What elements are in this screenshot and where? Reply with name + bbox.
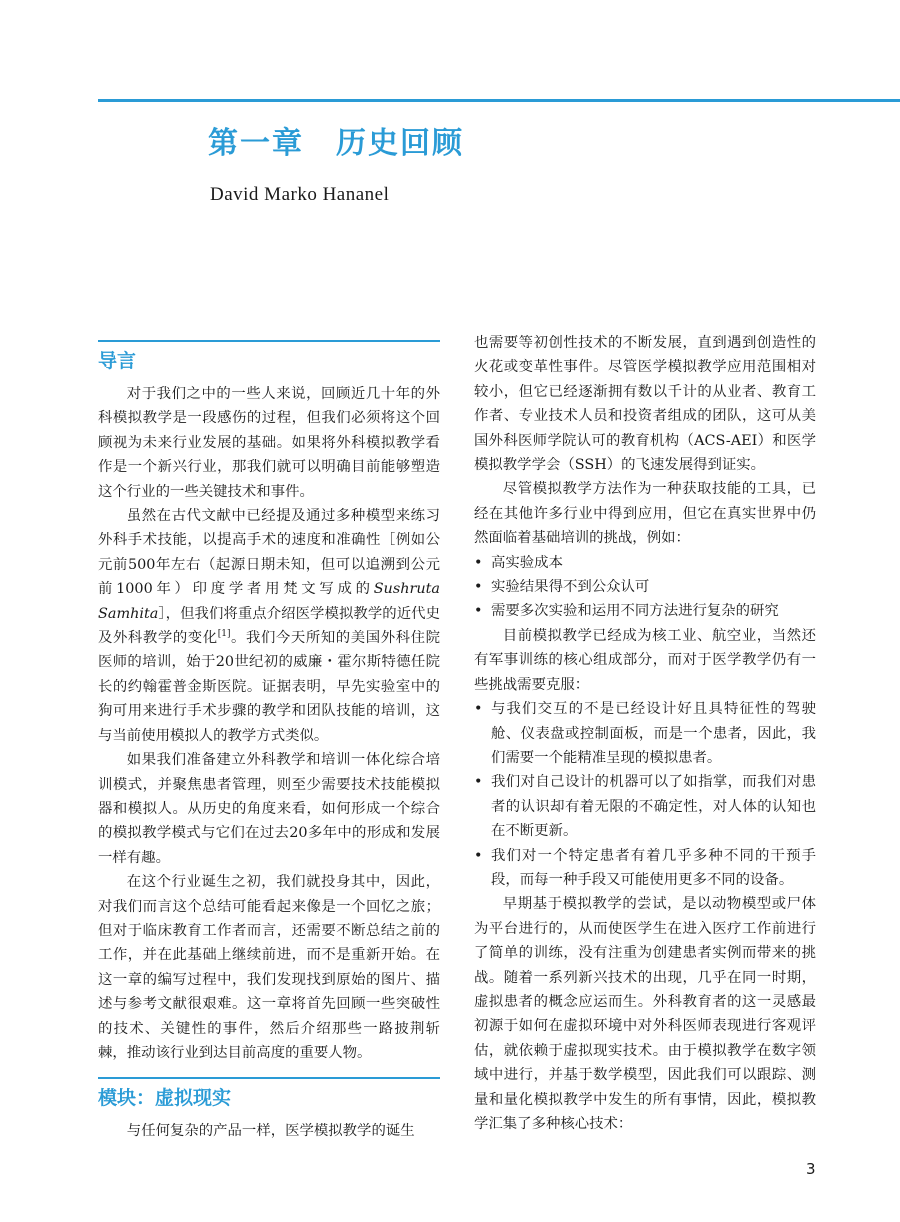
- list-item: • 高实验成本: [474, 551, 816, 575]
- module-paragraph: 与任何复杂的产品一样，医学模拟教学的诞生: [126, 1123, 415, 1140]
- page-number: 3: [806, 1160, 816, 1178]
- author: David Marko Hananel: [210, 184, 390, 205]
- list-item: • 我们对自己设计的机器可以了如指掌，而我们对患者的认识却有着无限的不确定性，对人体的认知也在不断更新。: [474, 770, 816, 843]
- list-item: • 我们对一个特定患者有着几乎多种不同的干预手段，而每一种手段又可能使用更多不同的设备。: [474, 844, 816, 893]
- section-title-intro: 导言: [98, 350, 137, 372]
- right-paragraph-4: 早期基于模拟教学的尝试，是以动物模型或尸体为平台进行的，从而使医学生在进入医疗工作前进行了简单的训练，没有注重为创建患者实例而带来的挑战。随着一系列新兴技术的出现，几乎在同一时期，虚拟患者的概念应运而生。外科教育者的这一灵感最初源于如何在虚拟环境中对外科医师表现进行客观评估，就依赖于虚拟现实技术。由于模拟教学在数字领域中进行，并基于数学模型，因此我们可以跟踪、测量和量化模拟教学中发生的所有事情，因此，模拟教学汇集了多种核心技术：: [474, 896, 816, 1132]
- list-item: • 与我们交互的不是已经设计好且具特征性的驾驶舱、仪表盘或控制面板，而是一个患者，因此，我们需要一个能精准呈现的模拟患者。: [474, 697, 816, 770]
- intro-paragraph-2: 虽然在古代文献中已经提及通过多种模型来练习外科手术技能，以提高手术的速度和准确性［例如公元前500年左右（起源日期未知，但可以追溯到公元前1000年）印度学者用梵文写成的Sushruta Samhita］，但我们将重点介绍医学模拟教学的近代史及外科教学的变化[1]。我们今天所知的美国外科住院医师的培训，始于20世纪初的威廉・霍尔斯特德任院长的约翰霍普金斯医院。证据表明，早先实验室中的狗可用来进行手术步骤的教学和团队技能的培训，这与当前使用模拟人的教学方式类似。: [98, 508, 440, 744]
- right-column: [474, 331, 816, 1136]
- right-paragraph-1: 也需要等初创性技术的不断发展，直到遇到创造性的火花或变革性事件。尽管医学模拟教学应用范围相对较小，但它已经逐渐拥有数以千计的从业者、教育工作者、专业技术人员和投资者组成的团队，这可从美国外科医师学院认可的教育机构（ACS-AEI）和医学模拟教学学会（SSH）的飞速发展得到证实。: [474, 335, 816, 474]
- chapter-title: 第一章 历史回顾: [208, 126, 464, 161]
- citation-ref: [1]: [217, 629, 231, 640]
- intro-paragraph-4: 在这个行业诞生之初，我们就投身其中，因此，对我们而言这个总结可能看起来像是一个回忆之旅；但对于临床教育工作者而言，还需要不断总结之前的工作，并在此基础上继续前进，而不是重新开始。在这一章的编写过程中，我们发现找到原始的图片、描述与参考文献很艰难。这一章将首先回顾一些突破性的技术、关键性的事件，然后介绍那些一路披荆斩棘，推动该行业到达目前高度的重要人物。: [98, 874, 440, 1061]
- challenge-list-1: [474, 551, 816, 624]
- section-rule: [98, 1077, 440, 1079]
- challenge-list-2: [474, 697, 816, 892]
- section-rule: [98, 340, 440, 342]
- section-title-module: 模块：虚拟现实: [98, 1087, 232, 1110]
- left-column: [98, 340, 440, 1144]
- intro-paragraph-3: 如果我们准备建立外科教学和培训一体化综合培训模式，并聚焦患者管理，则至少需要技术技能模拟器和模拟人。从历史的角度来看，如何形成一个综合的模拟教学模式与它们在过去20多年中的形成和发展一样有趣。: [98, 752, 440, 866]
- right-paragraph-3: 目前模拟教学已经成为核工业、航空业，当然还有军事训练的核心组成部分，而对于医学教学仍有一些挑战需要克服：: [474, 627, 816, 693]
- right-paragraph-2: 尽管模拟教学方法作为一种获取技能的工具，已经在其他许多行业中得到应用，但它在真实世界中仍然面临着基础培训的挑战，例如：: [474, 481, 816, 547]
- list-item: • 实验结果得不到公众认可: [474, 575, 816, 599]
- top-rule: [98, 99, 900, 102]
- list-item: • 需要多次实验和运用不同方法进行复杂的研究: [474, 599, 816, 623]
- intro-paragraph-1: 对于我们之中的一些人来说，回顾近几十年的外科模拟教学是一段感伤的过程，但我们必须将这个回顾视为未来行业发展的基础。如果将外科模拟教学看作是一个新兴行业，那我们就可以明确目前能够塑造这个行业的一些关键技术和事件。: [98, 386, 440, 500]
